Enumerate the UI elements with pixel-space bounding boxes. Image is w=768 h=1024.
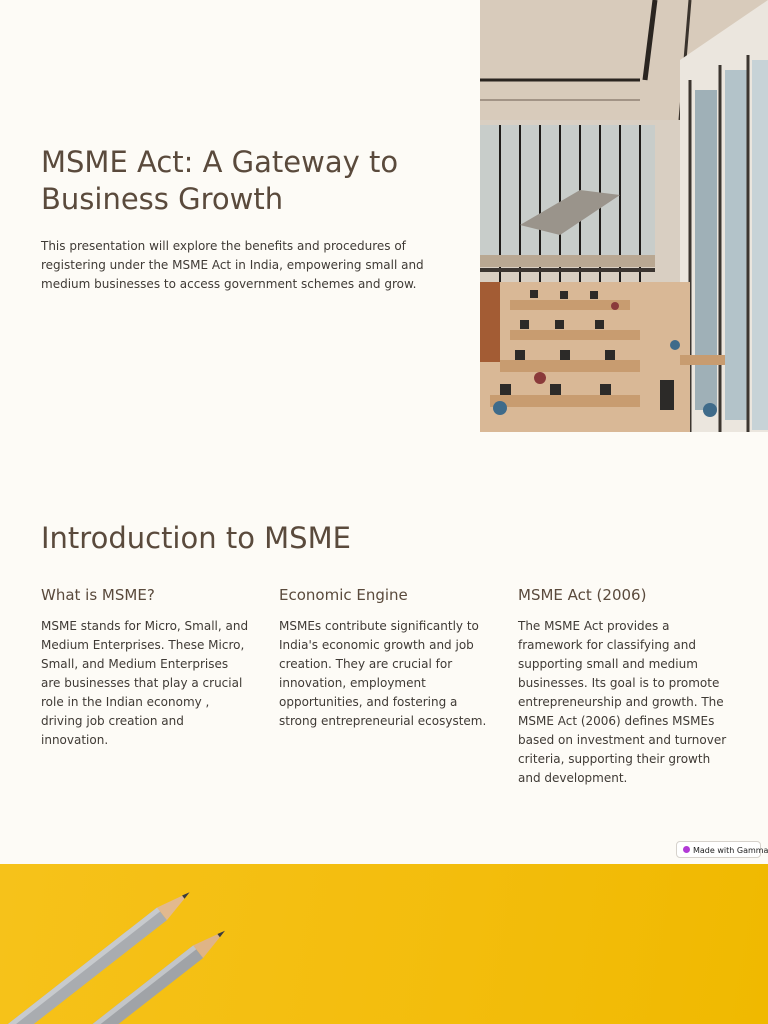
column-body: MSME stands for Micro, Small, and Medium Enterprises. These Micro, Small, and Medium Enterprises are businesses that play a crucial role in the Indian economy , driving job creation and innovation.	[41, 619, 249, 747]
office-illustration	[480, 0, 768, 432]
pencils-illustration	[0, 864, 768, 1024]
column-what-is-msme	[41, 585, 251, 750]
column-heading: MSME Act (2006)	[518, 586, 647, 604]
pencils-slide	[0, 864, 768, 1024]
column-heading: What is MSME?	[41, 586, 155, 604]
hero-description: This presentation will explore the benefits and procedures of registering under the MSME Act in India, empowering small and medium businesses to access government schemes and grow.	[41, 239, 424, 291]
column-economic-engine	[279, 585, 489, 731]
column-body: The MSME Act provides a framework for classifying and supporting small and medium businesses. Its goal is to promote entrepreneurship and growth. The MSME Act (2006) defines MSMEs based on investment and turnover criteria, supporting their growth and development.	[518, 619, 727, 785]
office-photo	[480, 0, 768, 432]
made-with-gamma-badge[interactable]	[676, 841, 768, 858]
page-title: MSME Act: A Gateway to Business Growth	[41, 145, 399, 216]
gamma-logo-icon	[683, 846, 690, 853]
column-body: MSMEs contribute significantly to India's economic growth and job creation. They are crucial for innovation, employment opportunities, and fostering a strong entrepreneurial ecosystem.	[279, 619, 487, 728]
badge-label: Made with Gamma	[693, 846, 768, 855]
intro-slide	[0, 432, 768, 864]
section-title: Introduction to MSME	[41, 521, 351, 555]
column-heading: Economic Engine	[279, 586, 408, 604]
column-msme-act	[518, 585, 728, 788]
title-slide	[0, 0, 768, 432]
